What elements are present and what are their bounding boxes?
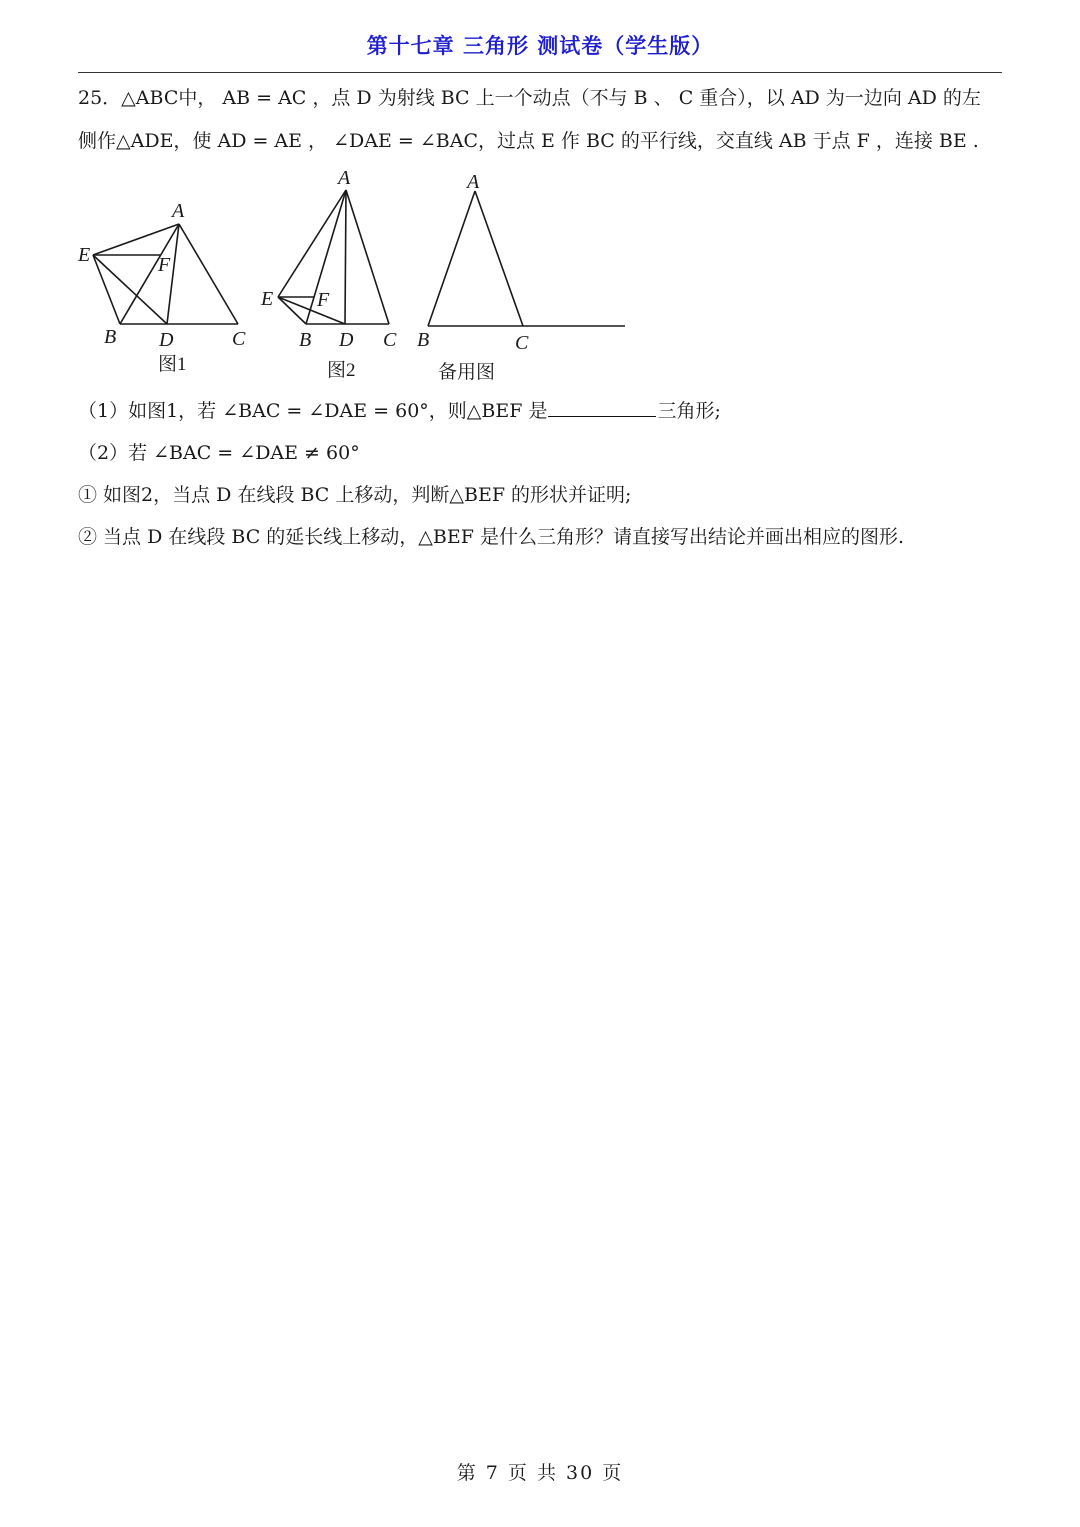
part-1	[78, 396, 721, 425]
fig1-label-F: F	[158, 254, 171, 276]
fig3-label-A: A	[467, 171, 480, 193]
page-header-title: 第十七章 三角形 测试卷（学生版）	[366, 34, 714, 58]
part-1-text: （1）如图1，若 ∠BAC = ∠DAE = 60°，则△BEF 是	[78, 400, 548, 422]
fig3-label-C: C	[515, 332, 529, 354]
figure-2-lines	[278, 190, 389, 324]
fig2-label-B: B	[299, 329, 312, 351]
fig2-caption: 图2	[327, 360, 356, 381]
part-2: （2）若 ∠BAC = ∠DAE ≠ 60°	[78, 442, 360, 464]
fig3-caption: 备用图	[438, 362, 496, 383]
question-line-1: 25．△ABC中， AB = AC ，点 D 为射线 BC 上一个动点（不与 B 、 C 重合），以 AD 为一边向 AD 的左	[78, 87, 981, 109]
answer-blank[interactable]	[548, 396, 656, 417]
figures-row	[70, 160, 650, 389]
fig2-label-A: A	[338, 167, 351, 189]
figure-3-lines	[428, 191, 625, 326]
fig1-label-D: D	[159, 329, 174, 351]
fig2-label-D: D	[339, 329, 354, 351]
geometry-figures	[70, 160, 650, 385]
fig3-label-B: B	[417, 329, 430, 351]
fig1-label-B: B	[104, 326, 117, 348]
fig1-label-E: E	[78, 244, 91, 266]
fig2-label-F: F	[317, 289, 330, 311]
fig1-caption: 图1	[158, 354, 187, 375]
fig2-label-E: E	[261, 288, 274, 310]
fig1-label-A: A	[172, 200, 185, 222]
question-line-2: 侧作△ADE，使 AD = AE ， ∠DAE = ∠BAC，过点 E 作 BC 的平行线，交直线 AB 于点 F ，连接 BE .	[78, 130, 979, 152]
fig1-label-C: C	[232, 328, 246, 350]
fig2-label-C: C	[383, 329, 397, 351]
page-footer: 第 7 页 共 30 页	[456, 1462, 624, 1484]
part-1-suffix: 三角形;	[657, 400, 721, 422]
header-divider	[78, 72, 1002, 73]
part-2-sub-1: ① 如图2，当点 D 在线段 BC 上移动，判断△BEF 的形状并证明;	[78, 484, 632, 506]
part-2-sub-2: ② 当点 D 在线段 BC 的延长线上移动，△BEF 是什么三角形？请直接写出结论并画出相应的图形.	[78, 526, 904, 548]
